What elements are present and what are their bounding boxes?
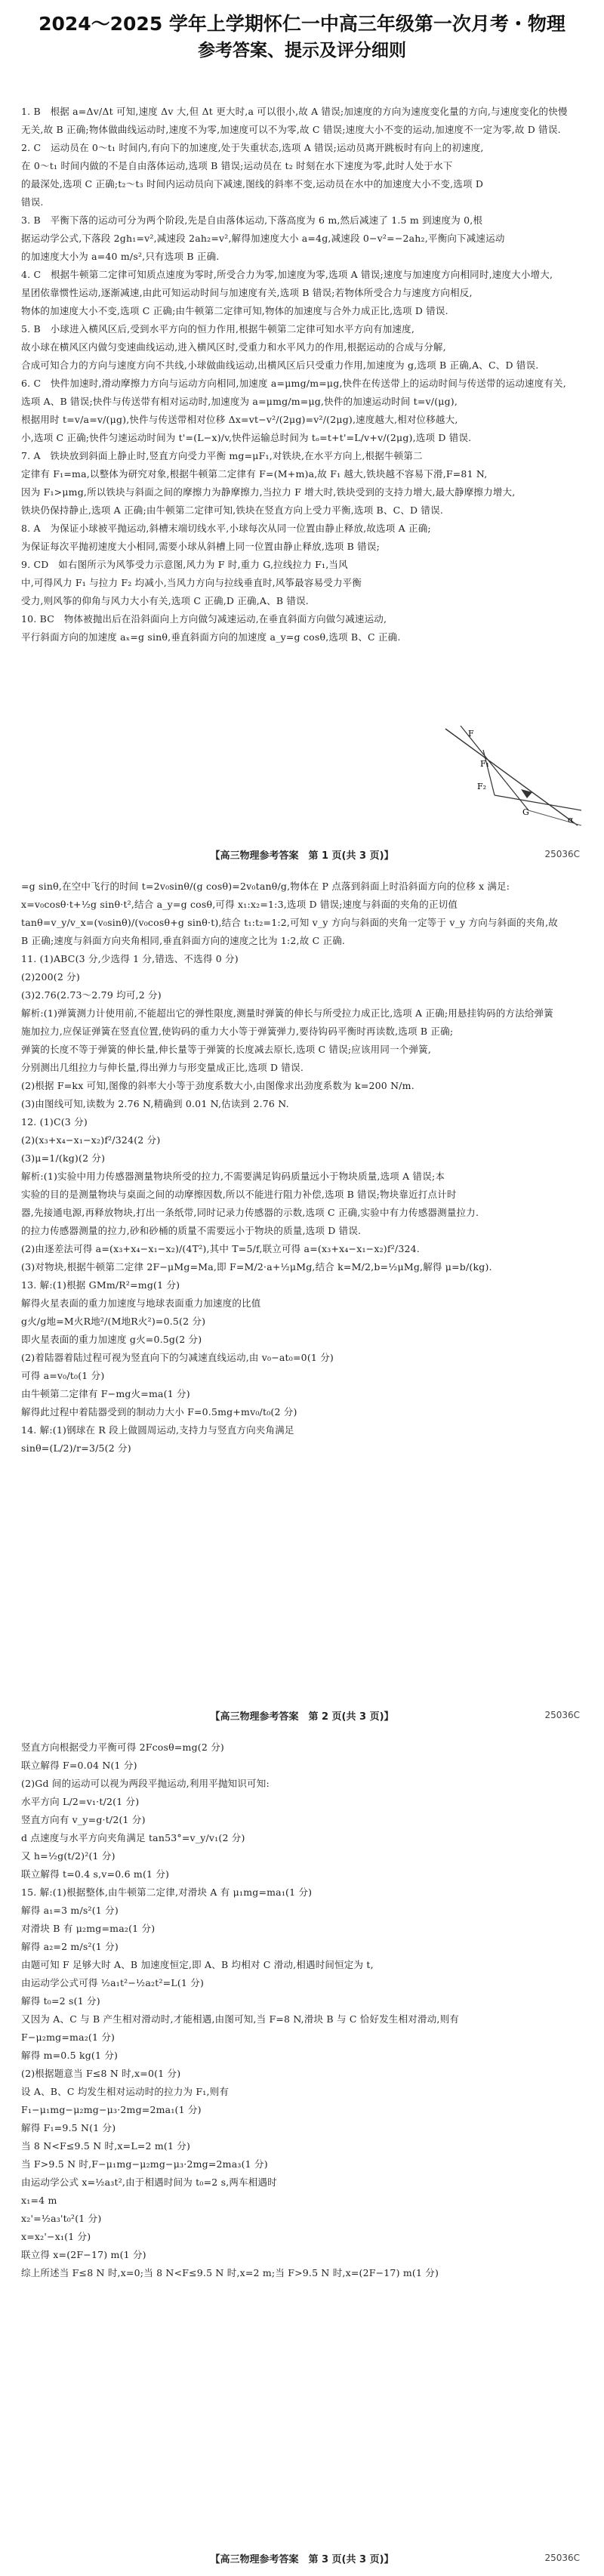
answer-line: 选项 A、B 错误;快件与传送带有相对运动时,加速度为 a=μmg/m=μg,快件的加速运动时间 t=v/(μg), [21,396,458,407]
answer-line: 8. A 为保证小球被平抛运动,斜槽末端切线水平,小球每次从同一位置由静止释放,故选项 A 正确; [21,523,431,534]
answers-section-2 [21,878,583,1458]
answer-line: 器,先接通电源,再释放物块,打出一条纸带,同时记录力传感器的示数,选项 C 正确,实验中有力传感器测量拉力. [21,1207,479,1218]
answer-line: 施加拉力,应保证弹簧在竖直位置,使钩码的重力大小等于弹簧弹力,要待钩码平衡时再读数,选项 B 正确; [21,1026,454,1037]
answer-line: 联立解得 t=0.4 s,v=0.6 m(1 分) [21,1868,170,1880]
answer-line: 错误. [21,196,44,208]
diagram-label-f2: F₂ [477,782,487,791]
answer-line: 解得此过程中着陆器受到的制动力大小 F=0.5mg+mv₀/t₀(2 分) [21,1406,297,1418]
answer-line: 因为 F₁>μmg,所以铁块与斜面之间的摩擦力为静摩擦力,当拉力 F 增大时,铁块受到的支持力增大,最大静摩擦力增大, [21,486,516,498]
answer-line: 解得 m=0.5 kg(1 分) [21,2050,119,2061]
answer-line: g火/g地=M火R地²/(M地R火²)=0.5(2 分) [21,1316,206,1327]
answer-line: (2)(x₃+x₄−x₁−x₂)f²/324(2 分) [21,1134,161,1146]
answer-line: 小,选项 C 正确;快件匀速运动时间为 t'=(L−x)/v,快件运输总时间为 tₒ=t+t'=L/v+v/(2μg),选项 D 错误. [21,432,472,443]
answer-line: (2)Gd 间的运动可以视为两段平抛运动,利用平抛知识可知: [21,1778,270,1789]
answer-line: (3)对物块,根据牛顿第二定律 2F−μMg=Ma,即 F=M/2·a+½μMg,结合 k=M/2,b=½μMg,解得 μ=b/(kg). [21,1261,492,1273]
answer-line: (3)由图线可知,读数为 2.76 N,精确到 0.01 N,估读到 2.76 N. [21,1098,289,1109]
diagram-label-g: G [522,807,529,817]
answer-line: (2)由逐差法可得 a=(x₃+x₄−x₁−x₂)/(4T²),其中 T=5/f,联立可得 a=(x₃+x₄−x₁−x₂)f²/324. [21,1243,420,1254]
answer-line: 7. A 铁块放到斜面上静止时,竖直方向受力平衡 mg=μF₁,对铁块,在水平方向上,根据牛顿第二 [21,450,423,461]
answer-line: 平行斜面方向的加速度 aₓ=g sinθ,垂直斜面方向的加速度 a_y=g cosθ,选项 B、C 正确. [21,631,401,643]
answer-line: F−μ₂mg=ma₂(1 分) [21,2031,116,2043]
answer-line: 联立得 x=(2F−17) m(1 分) [21,2249,146,2260]
answer-line: 竖直方向根据受力平衡可得 2Fcosθ=mg(2 分) [21,1741,224,1753]
answers-section-3 [21,1738,583,2282]
answer-line: 由题可知 F 足够大时 A、B 加速度恒定,即 A、B 均相对 C 滑动,相遇时间恒定为 t, [21,1959,374,1970]
answer-line: 物体的加速度大小不变,选项 C 正确;由牛顿第二定律可知,物体的加速度与合外力成正比,选项 D 错误. [21,305,448,316]
answer-line: 即火星表面的重力加速度 g火=0.5g(2 分) [21,1334,202,1345]
answer-line: 1. B 根据 a=Δv/Δt 可知,速度 Δv 大,但 Δt 更大时,a 可以很小,故 A 错误;加速度的方向为速度变化量的方向,与速度变化的快慢 [21,106,568,117]
answer-line: 4. C 根据牛顿第二定律可知质点速度为零时,所受合力为零,加速度为零,选项 A 错误;速度与加速度方向相同时,速度大小增大, [21,269,553,280]
answer-line: d 点速度与水平方向夹角满足 tan53°=v_y/v₁(2 分) [21,1832,245,1843]
answers-section-1 [21,103,583,646]
answer-line: 在 0～t₁ 时间内做的不是自由落体运动,选项 B 错误;运动员在 t₂ 时刻在水下速度为零,此时人处于水下 [21,160,453,171]
answer-line: 设 A、B、C 均发生相对运动时的拉力为 F₁,则有 [21,2086,230,2097]
answer-line: (3)2.76(2.73～2.79 均可,2 分) [21,989,162,1001]
footer-label: 【高三物理参考答案 第 1 页(共 3 页)】 [210,850,394,862]
answer-line: 解得 F₁=9.5 N(1 分) [21,2122,116,2133]
answer-line: 水平方向 L/2=v₁·t/2(1 分) [21,1796,140,1807]
answer-line: 联立解得 F=0.04 N(1 分) [21,1760,137,1771]
answer-line: 14. 解:(1)钢球在 R 段上做圆周运动,支持力与竖直方向夹角满足 [21,1424,294,1436]
answer-line: x₂'=½a₃'t₀²(1 分) [21,2213,102,2224]
answer-line: x₁=4 m [21,2195,57,2206]
answer-line: (2)200(2 分) [21,971,80,983]
answer-line: 可得 a=v₀/t₀(1 分) [21,1370,105,1381]
answer-line: 由运动学公式可得 ½a₁t²−½a₂t²=L(1 分) [21,1977,205,1988]
answer-line: 合成可知合力的方向与速度方向不共线,小球做曲线运动,出横风区后只受重力作用,加速度为 g,选项 B 正确,A、C、D 错误. [21,359,539,371]
answer-line: 15. 解:(1)根据整体,由牛顿第二定律,对滑块 A 有 μ₁mg=ma₁(1 分) [21,1886,313,1898]
answer-line: 竖直方向有 v_y=g·t/2(1 分) [21,1814,146,1825]
answer-line: 解得 a₂=2 m/s²(1 分) [21,1941,119,1952]
answer-line: (2)根据 F=kx 可知,图像的斜率大小等于劲度系数大小,由图像求出劲度系数为 k=200 N/m. [21,1080,414,1091]
answer-line: 解得 a₁=3 m/s²(1 分) [21,1905,119,1916]
answer-line: 当 8 N<F≤9.5 N 时,x=L=2 m(1 分) [21,2140,191,2152]
footer-code: 25036C [544,1710,580,1720]
answer-line: 对滑块 B 有 μ₂mg=ma₂(1 分) [21,1923,156,1934]
answer-line: 解得火星表面的重力加速度与地球表面重力加速度的比值 [21,1297,261,1309]
answer-line: =g sinθ,在空中飞行的时间 t=2v₀sinθ/(g cosθ)=2v₀tanθ/g,物体在 P 点落到斜面上时沿斜面方向的位移 x 满足: [21,881,510,892]
answer-line: 弹簧的长度不等于弹簧的伸长量,伸长量等于弹簧的长度减去原长,选项 C 错误;应该用同一个弹簧, [21,1044,432,1055]
answer-line: 的最深处,选项 C 正确;t₂～t₃ 时间内运动员向下减速,图线的斜率不变,运动员在水中的加速度大小不变,选项 D [21,178,484,190]
answer-line: 的拉力传感器测量的拉力,砂和砂桶的质量不需要远小于物块的质量,选项 D 错误. [21,1225,362,1236]
answer-line: 解析:(1)弹簧测力计使用前,不能超出它的弹性限度,测量时弹簧的伸长与所受拉力成正比,选项 A 正确;用悬挂钩码的方法给弹簧 [21,1007,553,1019]
answer-line: (3)μ=1/(kg)(2 分) [21,1152,106,1164]
footer-code: 25036C [544,2553,580,2563]
answer-line: 3. B 平衡下落的运动可分为两个阶段,先是自由落体运动,下落高度为 6 m,然后减速了 1.5 m 到速度为 0,根 [21,214,483,226]
page-title: 2024～2025 学年上学期怀仁一中高三年级第一次月考・物理 [39,13,565,35]
answer-line: 故小球在横风区内做匀变速曲线运动,进入横风区时,受重力和水平风力的作用,根据运动的合成与分解, [21,341,446,353]
answer-line: 10. BC 物体被抛出后在沿斜面向上方向做匀减速运动,在垂直斜面方向做匀减速运动, [21,613,387,625]
diagram-label-f: F [468,729,474,739]
answer-line: (2)着陆器着陆过程可视为竖直向下的匀减速直线运动,由 v₀−at₀=0(1 分) [21,1352,334,1363]
answer-line: 又 h=½g(t/2)²(1 分) [21,1850,116,1862]
answer-line: 无关,故 B 正确;物体做曲线运动时,速度不为零,加速度可以不为零,故 C 错误;速度大小不变的运动,加速度不一定为零,故 D 错误. [21,124,561,135]
answer-line: 由运动学公式 x=½a₃t²,由于相遇时间为 t₀=2 s,两车相遇时 [21,2176,277,2188]
answer-line: B 正确;速度与斜面方向夹角相同,垂直斜面方向的速度之比为 1:2,故 C 正确. [21,935,346,946]
answer-line: 11. (1)ABC(3 分,少选得 1 分,错选、不选得 0 分) [21,953,239,964]
answer-line: 分别测出几组拉力与伸长量,得出弹力与形变量成正比,选项 D 错误. [21,1062,304,1073]
answer-line: 当 F>9.5 N 时,F−μ₁mg−μ₂mg−μ₃·2mg=2ma₃(1 分) [21,2158,268,2170]
answer-line: 解得 t₀=2 s(1 分) [21,1995,100,2007]
answer-line: 的加速度大小为 a=40 m/s²,只有选项 B 正确. [21,251,220,262]
answer-line: 据运动学公式,下落段 2gh₁=v²,减速段 2ah₂=v²,解得加速度大小 a=4g,减速段 0−v²=−2ah₂,平衡向下减速运动 [21,233,505,244]
answer-line: 6. C 快件加速时,滑动摩擦力方向与运动方向相同,加速度 a=μmg/m=μg,快件在传送带上的运动时间与传送带的运动速度有关, [21,378,566,389]
answer-line: tanθ=v_y/v_x=(v₀sinθ)/(v₀cosθ+g sinθ·t),结合 t₁:t₂=1:2,可知 v_y 方向与斜面的夹角一定等于 v_y 方向与斜面的夹角,故 [21,917,559,928]
answer-line: 中,可得风力 F₁ 与拉力 F₂ 均减小,当风力方向与拉线垂直时,风筝最容易受力平衡 [21,577,362,588]
answer-line: (2)根据题意当 F≤8 N 时,x=0(1 分) [21,2068,181,2079]
answer-line: 根据用时 t=v/a=v/(μg),快件与传送带相对位移 Δx=vt−v²/(2μg)=v²/(2μg),速度越大,相对位移越大, [21,414,458,425]
answer-line: 综上所述当 F≤8 N 时,x=0;当 8 N<F≤9.5 N 时,x=2 m;当 F>9.5 N 时,x=(2F−17) m(1 分) [21,2267,439,2278]
answer-line: sinθ=(L/2)/r=3/5(2 分) [21,1442,131,1454]
answer-line: 又因为 A、C 与 B 产生相对滑动时,才能相遇,由图可知,当 F=8 N,滑块 B 与 C 恰好发生相对滑动,则有 [21,2013,459,2025]
answer-line: 解析:(1)实验中用力传感器测量物块所受的拉力,不需要满足钩码质量远小于物块质量,选项 A 错误;本 [21,1171,445,1182]
answer-line: 星团依靠惯性运动,逐渐减速,由此可知运动时间与加速度有关,选项 B 错误;若物体所受合力与速度方向相反, [21,287,473,298]
answer-line: F₁−μ₁mg−μ₂mg−μ₃·2mg=2ma₁(1 分) [21,2104,202,2115]
diagram-label-f1: F₁ [480,759,490,769]
footer-code: 25036C [544,849,580,859]
kite-force-diagram [438,720,589,837]
answer-line: 2. C 运动员在 0～t₁ 时间内,有向下的加速度,处于失重状态,选项 A 错误;运动员离开跳板时有向上的初速度, [21,142,484,153]
answer-line: 定律有 F₁=ma,以整体为研究对象,根据牛顿第二定律有 F=(M+m)a,故 F₁ 越大,铁块越不容易下滑,F=81 N, [21,468,488,480]
page-subtitle: 参考答案、提示及评分细则 [198,41,406,60]
answer-line: x=x₂'−x₁(1 分) [21,2231,91,2242]
answer-line: 9. CD 如右图所示为风筝受力示意图,风力为 F 时,重力 G,拉线拉力 F₁,当风 [21,559,348,570]
answer-line: 由牛顿第二定律有 F−mg火=ma(1 分) [21,1388,190,1399]
answer-line: 12. (1)C(3 分) [21,1116,88,1128]
footer-label: 【高三物理参考答案 第 3 页(共 3 页)】 [210,2554,394,2565]
diagram-label-alpha: α [568,815,574,825]
answer-line: 铁块仍保持静止,选项 A 正确;由牛顿第二定律可知,铁块在竖直方向上受力平衡,选项 B、C、D 错误. [21,504,443,516]
answer-line: 5. B 小球进入横风区后,受到水平方向的恒力作用,根据牛顿第二定律可知水平方向有加速度, [21,323,415,335]
answer-line: 实验的目的是测量物块与桌面之间的动摩擦因数,所以不能进行阻力补偿,选项 B 错误;物块靠近打点计时 [21,1189,457,1200]
answer-line: 受力,则风筝的仰角与风力大小有关,选项 C 正确,D 正确,A、B 错误. [21,595,309,606]
answer-line: x=v₀cosθ·t+½g sinθ·t²,结合 a_y=g cosθ,可得 x₁:x₂=1:3,选项 D 错误;速度与斜面的夹角的正切值 [21,899,458,910]
answer-line: 为保证每次平抛初速度大小相同,需要小球从斜槽上同一位置由静止释放,选项 B 错误; [21,541,380,552]
footer-label: 【高三物理参考答案 第 2 页(共 3 页)】 [210,1711,394,1723]
answer-line: 13. 解:(1)根据 GMm/R²=mg(1 分) [21,1279,180,1291]
